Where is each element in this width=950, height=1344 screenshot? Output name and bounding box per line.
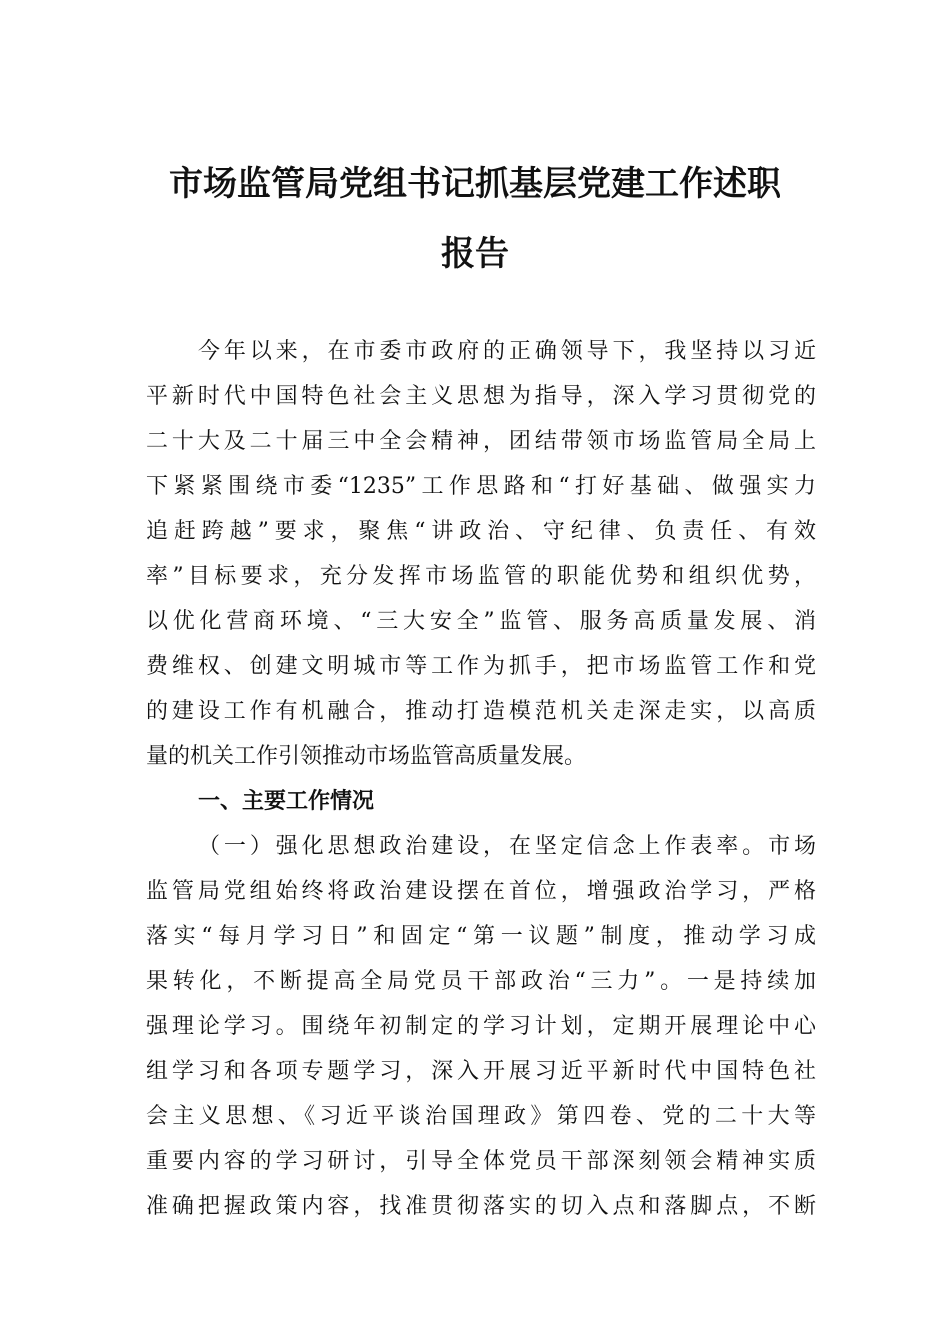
subsection-paragraph-line: 准确把握政策内容，找准贯彻落实的切入点和落脚点，不断 [146,1194,816,1219]
document-title-line-1: 市场监管局党组书记抓基层党建工作述职 [169,164,781,204]
document-title-line-2: 报告 [441,234,509,274]
intro-paragraph-line: 以优化营商环境、“三大安全”监管、服务高质量发展、消 [146,609,816,634]
subsection-paragraph-line: 组学习和各项专题学习，深入开展习近平新时代中国特色社 [146,1059,816,1084]
intro-paragraph-line: 今年以来，在市委市政府的正确领导下，我坚持以习近 [198,339,816,364]
intro-paragraph-line: 追赶跨越”要求，聚焦“讲政治、守纪律、负责任、有效 [146,519,816,544]
subsection-paragraph-first-line [198,830,816,864]
intro-paragraph-line: 二十大及二十届三中全会精神，团结带领市场监管局全局上 [146,429,816,454]
intro-paragraph-line: 费维权、创建文明城市等工作为抓手，把市场监管工作和党 [146,654,816,679]
subsection-paragraph-line: 果转化，不断提高全局党员干部政治“三力”。一是持续加 [146,969,816,994]
subsection-paragraph-line: 会主义思想、《习近平谈治国理政》第四卷、党的二十大等 [146,1104,816,1129]
intro-paragraph-line: 率”目标要求，充分发挥市场监管的职能优势和组织优势， [146,564,816,589]
subsection-paragraph-line: 监管局党组始终将政治建设摆在首位，增强政治学习，严格 [146,879,816,904]
intro-paragraph-line: 平新时代中国特色社会主义思想为指导，深入学习贯彻党的 [146,384,816,409]
intro-paragraph-line: 下紧紧围绕市委“1235”工作思路和“打好基础、做强实力 [146,474,816,499]
subsection-paragraph-line: 重要内容的学习研讨，引导全体党员干部深刻领会精神实质 [146,1149,816,1174]
intro-paragraph-line: 的建设工作有机融合，推动打造模范机关走深走实，以高质 [146,699,816,724]
subsection-paragraph-line: 落实“每月学习日”和固定“第一议题”制度，推动学习成 [146,924,816,949]
section-heading: 一、主要工作情况 [198,789,375,814]
subsection-paragraph-line: 强理论学习。围绕年初制定的学习计划，定期开展理论中心 [146,1014,816,1039]
subsection-text: 市场 [768,834,816,859]
subsection-heading: （一）强化思想政治建设，在坚定信念上作表率。 [198,834,769,859]
intro-paragraph-line: 量的机关工作引领推动市场监管高质量发展。 [146,744,587,769]
